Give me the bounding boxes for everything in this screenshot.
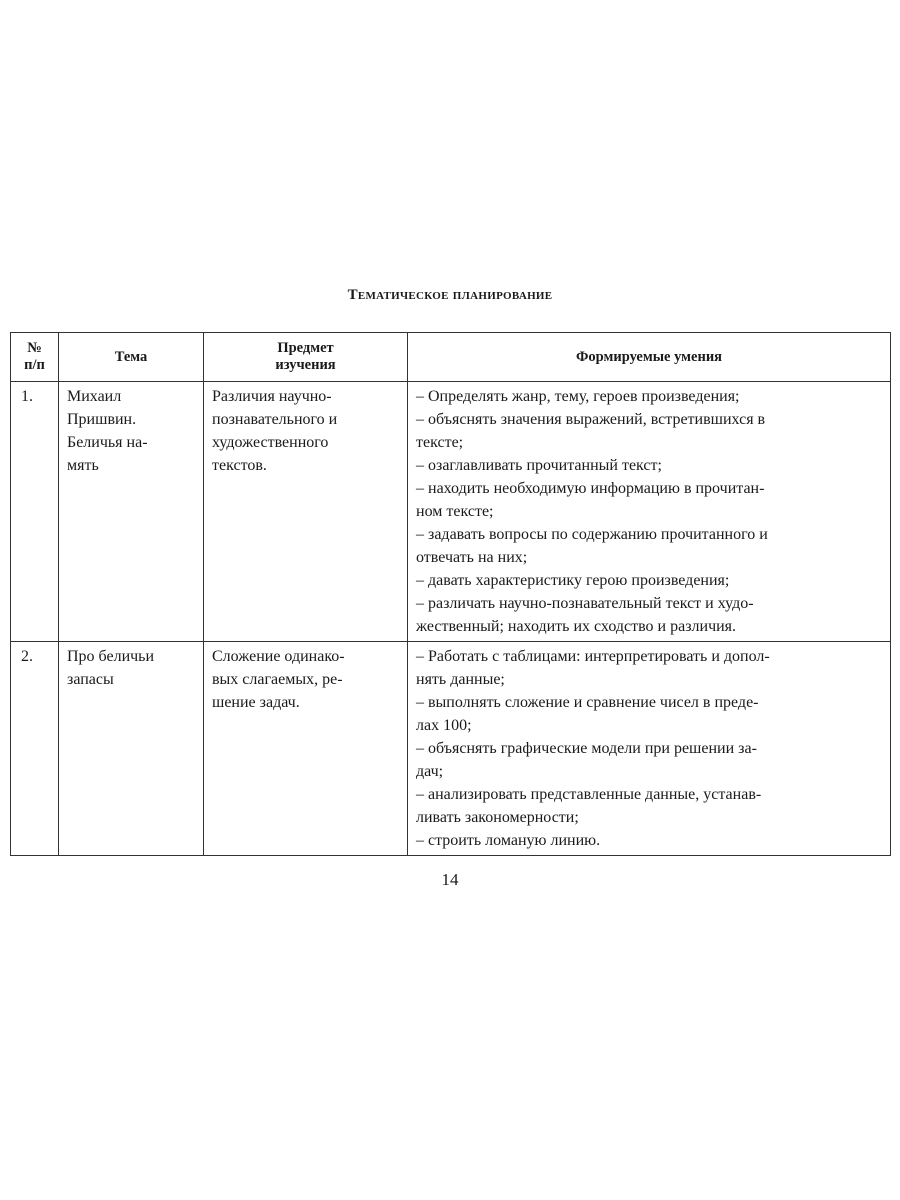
skill-line: дач; [416, 763, 444, 780]
subject-line: художественного [212, 434, 329, 451]
subject-line: Различия научно- [212, 388, 332, 405]
skill-line: – объяснять значения выражений, встретившихся в [416, 411, 766, 428]
table-row [11, 642, 891, 856]
thematic-plan-table [10, 332, 891, 856]
skill-line: – находить необходимую информацию в прочитан- [416, 480, 765, 497]
header-subject-line: Предмет [277, 340, 334, 356]
page-title: Тематическое планирование [347, 287, 553, 303]
header-subject-line: изучения [275, 357, 336, 373]
skill-line: жественный; находить их сходство и различия. [416, 618, 737, 635]
skill-line: ном тексте; [416, 503, 494, 520]
skill-line: отвечать на них; [416, 549, 528, 566]
table-header-row [11, 333, 891, 382]
topic-line: Пришвин. [67, 411, 137, 428]
header-skills: Формируемые умения [408, 333, 891, 382]
skill-line: нять данные; [416, 671, 505, 688]
row-topic [59, 382, 204, 642]
topic-line: запасы [67, 671, 114, 688]
row-number: 1. [11, 382, 59, 642]
row-subject [204, 382, 408, 642]
skill-line: – строить ломаную линию. [416, 832, 601, 849]
subject-line: Сложение одинако- [212, 648, 345, 665]
skill-line: – Работать с таблицами: интерпретировать и допол- [416, 648, 770, 665]
skill-line: лах 100; [416, 717, 472, 734]
skill-line: – озаглавливать прочитанный текст; [416, 457, 662, 474]
subject-line: познавательного и [212, 411, 338, 428]
row-skills [408, 642, 891, 856]
row-number: 2. [11, 642, 59, 856]
skill-line: – объяснять графические модели при решении за- [416, 740, 757, 757]
skill-line: – Определять жанр, тему, героев произведения; [416, 388, 740, 405]
header-num-line: п/п [24, 357, 45, 373]
subject-line: вых слагаемых, ре- [212, 671, 343, 688]
topic-line: Про беличьи [67, 648, 155, 665]
row-subject [204, 642, 408, 856]
skill-line: – различать научно-познавательный текст и худо- [416, 595, 754, 612]
topic-line: мять [67, 457, 99, 474]
row-skills [408, 382, 891, 642]
skill-line: ливать закономерности; [416, 809, 579, 826]
subject-line: текстов. [212, 457, 267, 474]
skill-line: – выполнять сложение и сравнение чисел в преде- [416, 694, 759, 711]
page-number: 14 [441, 870, 459, 889]
table-row [11, 382, 891, 642]
topic-line: Беличья на- [67, 434, 148, 451]
skill-line: – задавать вопросы по содержанию прочитанного и [416, 526, 768, 543]
row-topic [59, 642, 204, 856]
header-topic: Тема [59, 333, 204, 382]
header-num [11, 333, 59, 382]
topic-line: Михаил [67, 388, 122, 405]
header-num-line: № [27, 340, 42, 356]
skill-line: – давать характеристику герою произведения; [416, 572, 730, 589]
header-subject [204, 333, 408, 382]
subject-line: шение задач. [212, 694, 300, 711]
skill-line: – анализировать представленные данные, устанав- [416, 786, 762, 803]
skill-line: тексте; [416, 434, 464, 451]
